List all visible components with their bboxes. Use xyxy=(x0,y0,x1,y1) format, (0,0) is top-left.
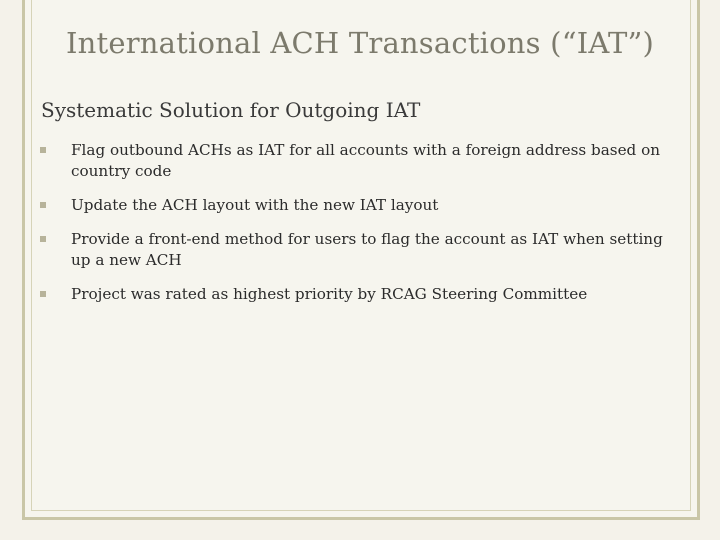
bullet-text: Provide a front-end method for users to flag the account as IAT when setting up a new ACH xyxy=(71,230,663,269)
square-bullet-icon xyxy=(40,147,46,153)
bullet-text: Project was rated as highest priority by RCAG Steering Committee xyxy=(71,285,588,303)
slide-title: International ACH Transactions (“IAT”) xyxy=(65,26,655,60)
bullet-text: Update the ACH layout with the new IAT layout xyxy=(71,196,439,214)
square-bullet-icon xyxy=(40,202,46,208)
bullet-item xyxy=(40,195,680,216)
bullet-list xyxy=(40,140,680,318)
bullet-text: Flag outbound ACHs as IAT for all accounts with a foreign address based on country code xyxy=(71,141,661,180)
slide-subtitle: Systematic Solution for Outgoing IAT xyxy=(41,98,421,122)
square-bullet-icon xyxy=(40,236,46,242)
bullet-item xyxy=(40,140,680,182)
square-bullet-icon xyxy=(40,291,46,297)
bullet-item xyxy=(40,284,680,305)
bullet-item xyxy=(40,229,680,271)
